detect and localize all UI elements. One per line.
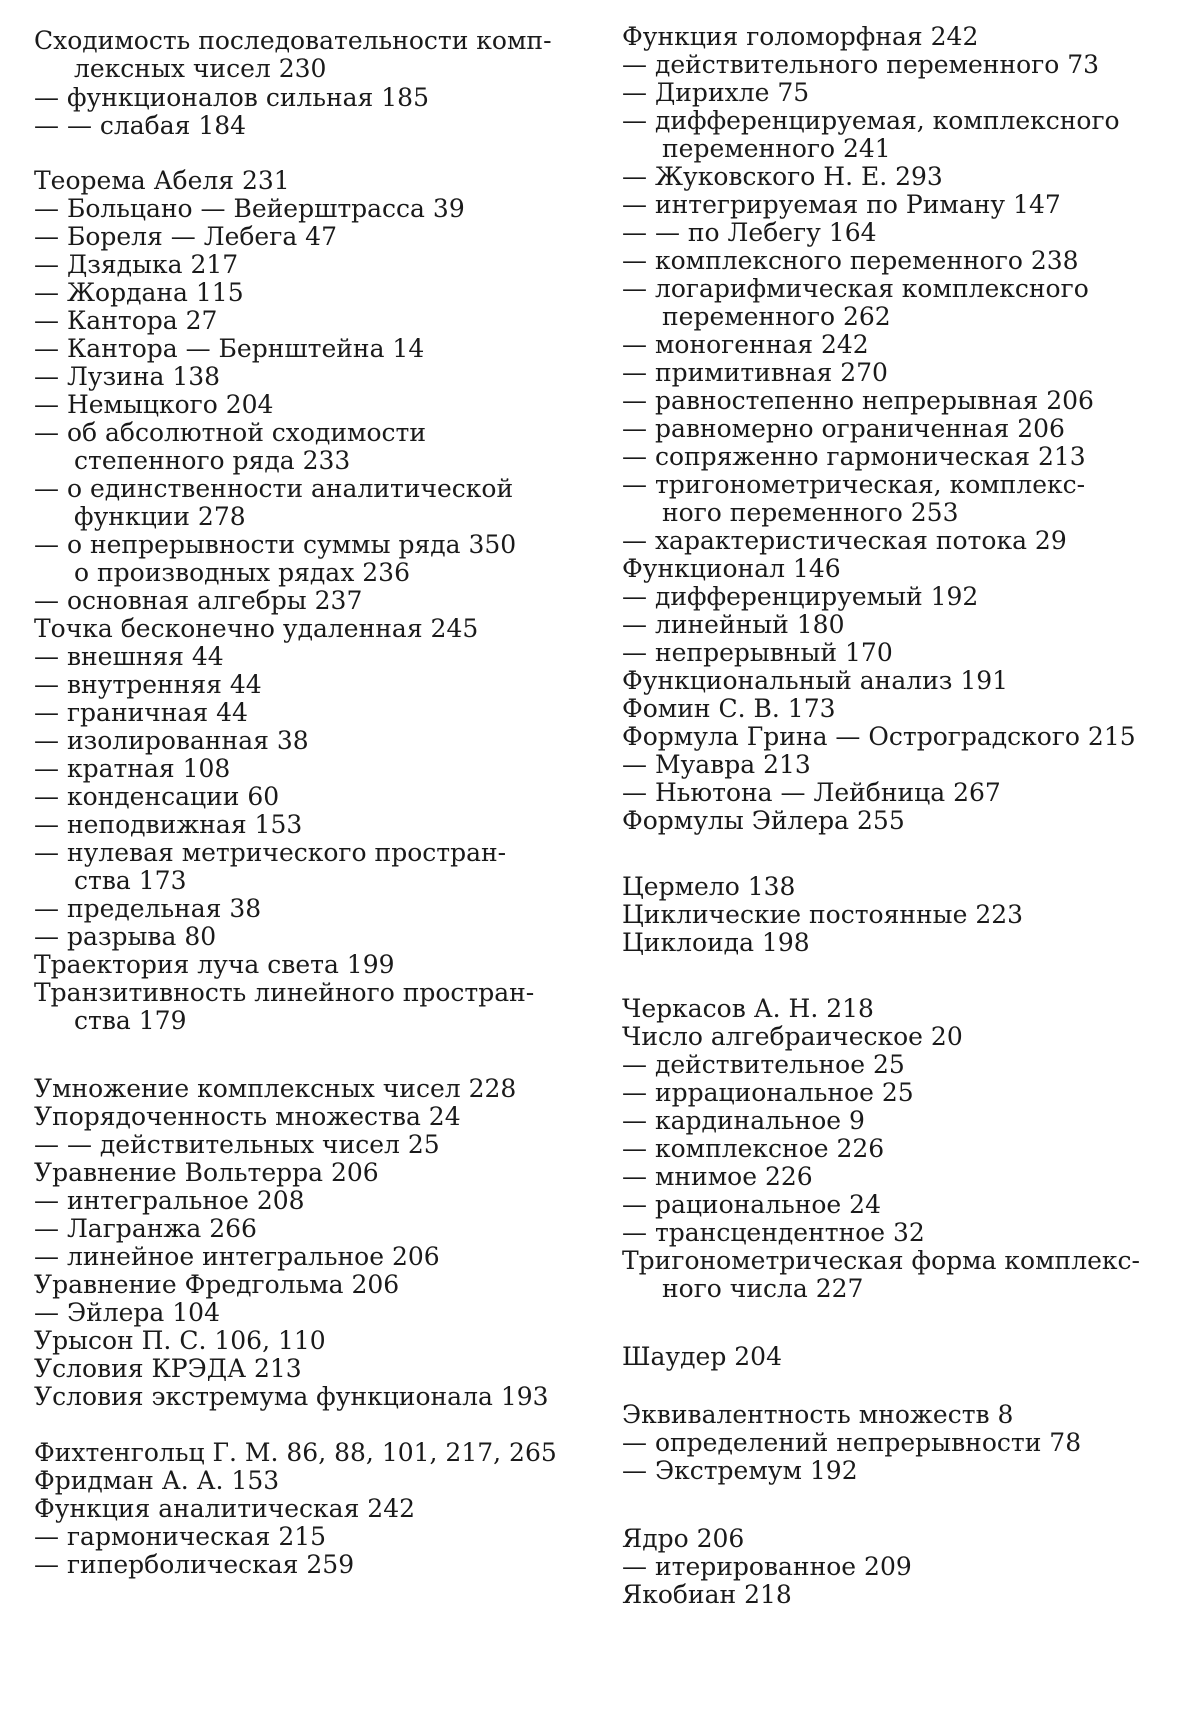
index-entry: — линейное интегральное 206 (34, 1242, 440, 1271)
index-entry: Формулы Эйлера 255 (622, 806, 905, 835)
index-entry: Якобиан 218 (622, 1580, 792, 1609)
index-entry: Упорядоченность множества 24 (34, 1102, 461, 1131)
index-entry: — о единственности аналитической (34, 474, 514, 503)
index-entry: — Кантора 27 (34, 306, 218, 335)
index-entry: Транзитивность линейного простран- (34, 978, 535, 1007)
index-entry: — Больцано — Вейерштрасса 39 (34, 194, 465, 223)
index-entry: — разрыва 80 (34, 922, 217, 951)
index-entry: — интегральное 208 (34, 1186, 305, 1215)
index-entry: степенного ряда 233 (74, 446, 351, 475)
index-entry: — логарифмическая комплексного (622, 274, 1089, 303)
index-entry: Фихтенгольц Г. М. 86, 88, 101, 217, 265 (34, 1438, 557, 1467)
index-entry: ства 173 (74, 866, 187, 895)
index-entry: — о непрерывности суммы ряда 350 (34, 530, 517, 559)
index-entry: — Дзядыка 217 (34, 250, 239, 279)
index-entry: — моногенная 242 (622, 330, 869, 359)
index-entry: — примитивная 270 (622, 358, 888, 387)
index-entry: — основная алгебры 237 (34, 586, 363, 615)
index-entry: Цермело 138 (622, 872, 796, 901)
index-entry: — определений непрерывности 78 (622, 1428, 1082, 1457)
index-entry: Точка бесконечно удаленная 245 (34, 614, 479, 643)
index-entry: — равностепенно непрерывная 206 (622, 386, 1094, 415)
index-entry: — — по Лебегу 164 (622, 218, 877, 247)
index-entry: Траектория луча света 199 (34, 950, 395, 979)
index-entry: — Экстремум 192 (622, 1456, 858, 1485)
index-entry: — Бореля — Лебега 47 (34, 222, 337, 251)
index-entry: — кратная 108 (34, 754, 231, 783)
index-entry: — мнимое 226 (622, 1162, 813, 1191)
index-entry: Формула Грина — Остроградского 215 (622, 722, 1136, 751)
index-entry: Ядро 206 (622, 1524, 745, 1553)
index-entry: — внешняя 44 (34, 642, 224, 671)
index-entry: — гармоническая 215 (34, 1522, 327, 1551)
index-entry: Условия КРЭДА 213 (34, 1354, 302, 1383)
index-entry: — об абсолютной сходимости (34, 418, 427, 447)
index-entry: Уравнение Вольтерра 206 (34, 1158, 379, 1187)
index-entry: — внутренняя 44 (34, 670, 262, 699)
index-entry: ства 179 (74, 1006, 187, 1035)
index-entry: Эквивалентность множеств 8 (622, 1400, 1014, 1429)
index-entry: — комплексного переменного 238 (622, 246, 1079, 275)
index-entry: — граничная 44 (34, 698, 248, 727)
index-entry: — линейный 180 (622, 610, 845, 639)
index-entry: — кардинальное 9 (622, 1106, 865, 1135)
index-entry: лексных чисел 230 (74, 54, 327, 83)
index-entry: Фомин С. В. 173 (622, 694, 836, 723)
index-entry: Фридман А. А. 153 (34, 1466, 280, 1495)
index-entry: — характеристическая потока 29 (622, 526, 1067, 555)
index-entry: — Лузина 138 (34, 362, 221, 391)
index-entry: — Жуковского Н. Е. 293 (622, 162, 943, 191)
index-entry: — трансцендентное 32 (622, 1218, 925, 1247)
index-entry: — Ньютона — Лейбница 267 (622, 778, 1001, 807)
index-entry: Тригонометрическая форма комплекс- (622, 1246, 1140, 1275)
index-entry: переменного 241 (662, 134, 891, 163)
index-entry: Уравнение Фредгольма 206 (34, 1270, 400, 1299)
index-entry: — непрерывный 170 (622, 638, 893, 667)
index-entry: Число алгебраическое 20 (622, 1022, 963, 1051)
index-entry: — действительное 25 (622, 1050, 905, 1079)
index-entry: ного числа 227 (662, 1274, 864, 1303)
index-entry: Условия экстремума функционала 193 (34, 1382, 549, 1411)
index-entry: переменного 262 (662, 302, 891, 331)
index-entry: — неподвижная 153 (34, 810, 303, 839)
index-entry: — иррациональное 25 (622, 1078, 914, 1107)
index-entry: — комплексное 226 (622, 1134, 885, 1163)
index-entry: — конденсации 60 (34, 782, 280, 811)
index-entry: — предельная 38 (34, 894, 262, 923)
index-entry: Умножение комплексных чисел 228 (34, 1074, 517, 1103)
index-entry: — итерированное 209 (622, 1552, 912, 1581)
index-entry: — тригонометрическая, комплекс- (622, 470, 1086, 499)
index-entry: Циклоида 198 (622, 928, 810, 957)
index-entry: — Кантора — Бернштейна 14 (34, 334, 425, 363)
index-entry: Шаудер 204 (622, 1342, 782, 1371)
index-entry: — Дирихле 75 (622, 78, 810, 107)
index-entry: — функционалов сильная 185 (34, 83, 429, 112)
index-entry: — Лагранжа 266 (34, 1214, 257, 1243)
index-entry: ного переменного 253 (662, 498, 959, 527)
index-entry: — — действительных чисел 25 (34, 1130, 440, 1159)
index-entry: — сопряженно гармоническая 213 (622, 442, 1086, 471)
index-entry: Теорема Абеля 231 (34, 166, 290, 195)
index-entry: — Муавра 213 (622, 750, 811, 779)
index-entry: Функция аналитическая 242 (34, 1494, 416, 1523)
index-entry: Функционал 146 (622, 554, 841, 583)
index-entry: — рациональное 24 (622, 1190, 881, 1219)
index-entry: — Немыцкого 204 (34, 390, 274, 419)
index-entry: — равномерно ограниченная 206 (622, 414, 1065, 443)
index-entry: — — слабая 184 (34, 111, 247, 140)
index-entry: — изолированная 38 (34, 726, 309, 755)
index-entry: Черкасов А. Н. 218 (622, 994, 874, 1023)
index-entry: — гиперболическая 259 (34, 1550, 355, 1579)
index-entry: о производных рядах 236 (74, 558, 410, 587)
index-entry: — дифференцируемая, комплексного (622, 106, 1120, 135)
index-entry: Циклические постоянные 223 (622, 900, 1024, 929)
index-entry: Сходимость последовательности комп- (34, 26, 552, 55)
index-entry: — Жордана 115 (34, 278, 244, 307)
index-entry: — интегрируемая по Риману 147 (622, 190, 1061, 219)
index-entry: — дифференцируемый 192 (622, 582, 979, 611)
index-entry: — Эйлера 104 (34, 1298, 220, 1327)
index-entry: — нулевая метрического простран- (34, 838, 507, 867)
index-entry: — действительного переменного 73 (622, 50, 1100, 79)
index-entry: Функция голоморфная 242 (622, 22, 979, 51)
index-entry: функции 278 (74, 502, 246, 531)
index-entry: Функциональный анализ 191 (622, 666, 1009, 695)
index-entry: Урысон П. С. 106, 110 (34, 1326, 326, 1355)
